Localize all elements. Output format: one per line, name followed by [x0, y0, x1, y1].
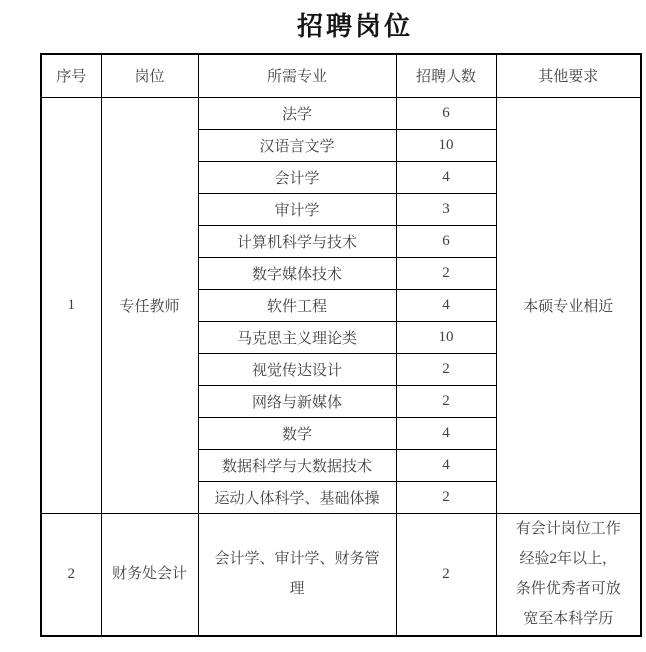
major-cell: 会计学、审计学、财务管理 — [198, 513, 396, 636]
other-cell: 本硕专业相近 — [496, 97, 641, 513]
position-cell: 财务处会计 — [101, 513, 198, 636]
count-cell: 4 — [396, 161, 496, 193]
major-cell: 审计学 — [198, 193, 396, 225]
table-row — [41, 513, 641, 636]
count-cell: 2 — [396, 481, 496, 513]
page-title: 招聘岗位 — [296, 11, 413, 41]
count-cell: 6 — [396, 225, 496, 257]
count-cell: 2 — [396, 385, 496, 417]
header-row — [41, 54, 641, 97]
index-cell: 1 — [41, 97, 101, 513]
major-cell: 马克思主义理论类 — [198, 321, 396, 353]
count-cell: 6 — [396, 97, 496, 129]
major-cell: 数字媒体技术 — [198, 257, 396, 289]
column-header: 招聘人数 — [396, 54, 496, 97]
major-cell: 汉语言文学 — [198, 129, 396, 161]
major-cell: 软件工程 — [198, 289, 396, 321]
position-cell: 专任教师 — [101, 97, 198, 513]
count-cell: 4 — [396, 289, 496, 321]
major-cell: 网络与新媒体 — [198, 385, 396, 417]
table-body — [41, 97, 641, 636]
count-cell: 2 — [396, 353, 496, 385]
count-cell: 2 — [396, 257, 496, 289]
column-header: 岗位 — [101, 54, 198, 97]
recruitment-table — [40, 53, 642, 637]
major-cell: 视觉传达设计 — [198, 353, 396, 385]
column-header: 序号 — [41, 54, 101, 97]
count-cell: 4 — [396, 417, 496, 449]
major-cell: 数据科学与大数据技术 — [198, 449, 396, 481]
count-cell: 2 — [396, 513, 496, 636]
column-header: 所需专业 — [198, 54, 396, 97]
column-header: 其他要求 — [496, 54, 641, 97]
count-cell: 4 — [396, 449, 496, 481]
count-cell: 3 — [396, 193, 496, 225]
major-cell: 法学 — [198, 97, 396, 129]
count-cell: 10 — [396, 129, 496, 161]
major-cell: 计算机科学与技术 — [198, 225, 396, 257]
count-cell: 10 — [396, 321, 496, 353]
other-cell: 有会计岗位工作经验2年以上，条件优秀者可放宽至本科学历 — [496, 513, 641, 636]
table-row — [41, 97, 641, 129]
major-cell: 会计学 — [198, 161, 396, 193]
major-cell: 数学 — [198, 417, 396, 449]
index-cell: 2 — [41, 513, 101, 636]
major-cell: 运动人体科学、基础体操 — [198, 481, 396, 513]
